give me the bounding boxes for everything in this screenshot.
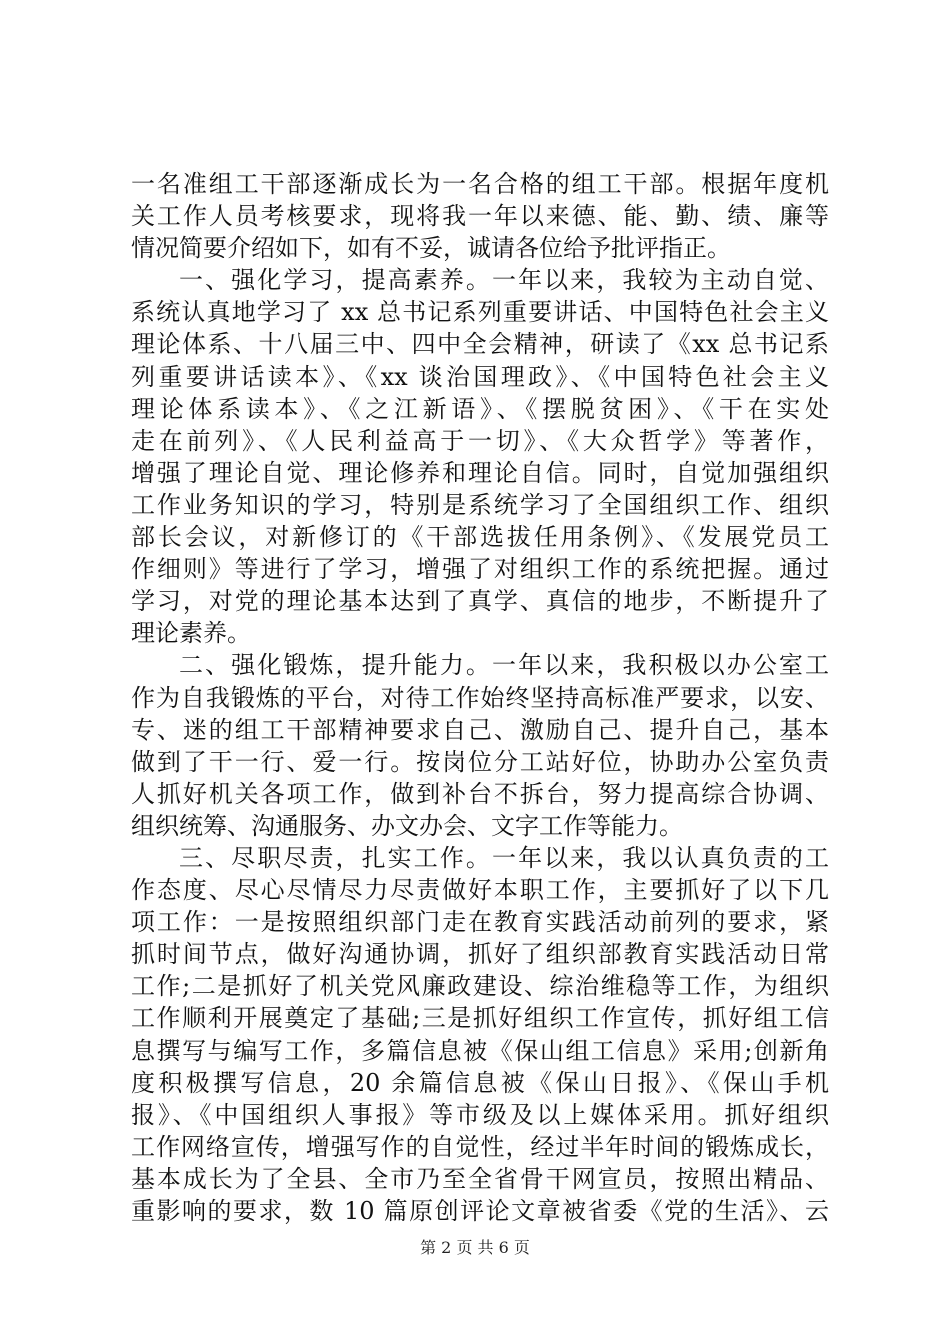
text-line: 二、强化锻炼，提升能力。一年以来，我积极以办公室工	[179, 651, 829, 680]
text-line: 系统认真地学习了 xx 总书记系列重要讲话、中国特色社会主义	[131, 298, 829, 327]
text-line: 三、尽职尽责，扎实工作。一年以来，我以认真负责的工	[179, 843, 829, 872]
page-number-footer: 第 2 页 共 6 页	[420, 1238, 530, 1257]
text-line: 一、强化学习，提高素养。一年以来，我较为主动自觉、	[179, 266, 829, 295]
document-body	[131, 168, 829, 1227]
text-line: 息撰写与编写工作，多篇信息被《保山组工信息》采用;创新角	[131, 1036, 829, 1065]
text-line: 度积极撰写信息，20 余篇信息被《保山日报》、《保山手机	[131, 1068, 829, 1097]
text-line: 抓时间节点，做好沟通协调，抓好了组织部教育实践活动日常	[131, 940, 829, 969]
text-line: 工作;二是抓好了机关党风廉政建设、综治维稳等工作，为组织	[131, 972, 829, 1001]
text-line: 专、迷的组工干部精神要求自己、激励自己、提升自己，基本	[131, 715, 829, 744]
text-line: 重影响的要求，数 10 篇原创评论文章被省委《党的生活》、云	[131, 1197, 829, 1225]
text-line: 报》、《中国组织人事报》等市级及以上媒体采用。抓好组织	[131, 1100, 829, 1129]
text-line: 工作网络宣传，增强写作的自觉性，经过半年时间的锻炼成长，	[131, 1132, 829, 1161]
text-line: 作细则》等进行了学习，增强了对组织工作的系统把握。通过	[131, 555, 829, 584]
text-line: 理论体系读本》、《之江新语》、《摆脱贫困》、《干在实处	[131, 394, 829, 423]
text-line: 作态度、尽心尽情尽力尽责做好本职工作，主要抓好了以下几	[131, 876, 829, 905]
text-line: 一名准组工干部逐渐成长为一名合格的组工干部。根据年度机	[131, 170, 829, 198]
text-line: 走在前列》、《人民利益高于一切》、《大众哲学》等著作，	[131, 426, 829, 455]
text-line: 组织统筹、沟通服务、办文办会、文字工作等能力。	[131, 811, 683, 840]
text-line: 做到了干一行、爱一行。按岗位分工站好位，协助办公室负责	[131, 747, 829, 776]
text-line: 部长会议，对新修订的《干部选拔任用条例》、《发展党员工	[131, 523, 829, 552]
text-line: 情况简要介绍如下，如有不妥，诚请各位给予批评指正。	[131, 234, 731, 263]
text-line: 基本成长为了全县、全市乃至全省骨干网宣员，按照出精品、	[131, 1164, 829, 1193]
text-line: 增强了理论自觉、理论修养和理论自信。同时，自觉加强组织	[131, 458, 829, 487]
text-line: 列重要讲话读本》、《xx 谈治国理政》、《中国特色社会主义	[131, 362, 829, 391]
text-line: 关工作人员考核要求，现将我一年以来德、能、勤、绩、廉等	[131, 202, 829, 231]
text-line: 作为自我锻炼的平台，对待工作始终坚持高标准严要求，以安、	[131, 683, 829, 712]
text-line: 工作顺利开展奠定了基础;三是抓好组织工作宣传，抓好组工信	[131, 1004, 829, 1033]
text-line: 学习，对党的理论基本达到了真学、真信的地步，不断提升了	[131, 587, 829, 616]
text-line: 理论体系、十八届三中、四中全会精神，研读了《xx 总书记系	[131, 330, 829, 359]
text-line: 人抓好机关各项工作，做到补台不拆台，努力提高综合协调、	[131, 779, 829, 808]
text-line: 工作业务知识的学习，特别是系统学习了全国组织工作、组织	[131, 490, 829, 519]
text-line: 项工作：一是按照组织部门走在教育实践活动前列的要求，紧	[131, 908, 829, 937]
text-line: 理论素养。	[131, 619, 251, 648]
